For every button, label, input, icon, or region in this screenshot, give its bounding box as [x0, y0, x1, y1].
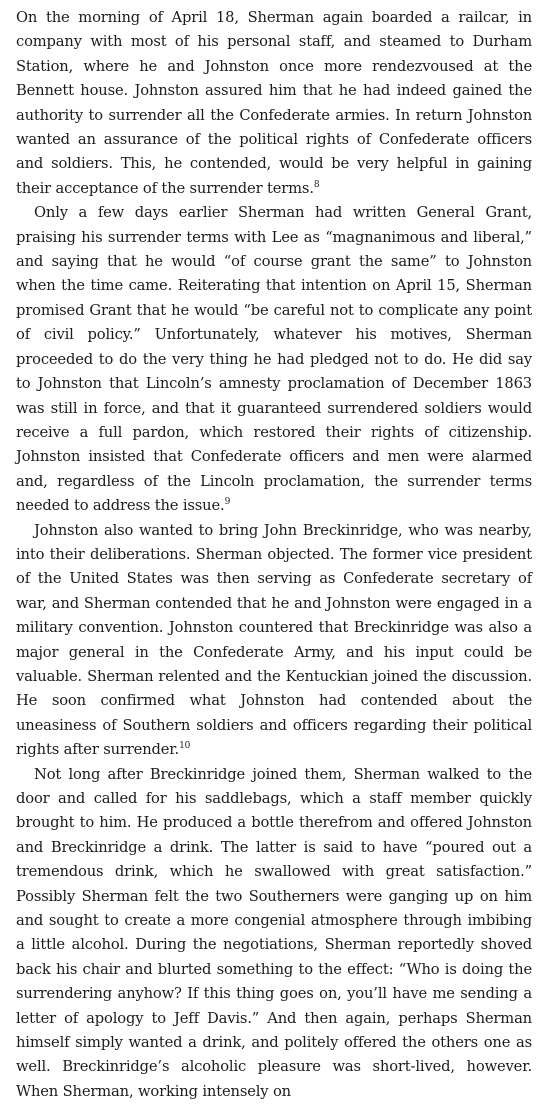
paragraph-4-text: Not long after Breckinridge joined them, Sherman walked to the door and called for his saddlebags, which a staff member quickly brought to him. He produced a bottle therefrom and offered Johnston and Breckinridge a drink. The latter is said to have “poured out a tremendous drink, which he swallowed with great satisfaction.” Possibly Sherman felt the two Southerners were ganging up on him and sought to create a more congenial atmosphere through imbibing a little alcohol. During the negotiations, Sherman reportedly shoved back his chair and blurted something to the effect: “Who is doing the surrendering anyhow? If this thing goes on, you’ll have me sending a letter of apology to Jeff Davis.” And then again, perhaps Sherman himself simply wanted a drink, and politely offered the others one as well. Breckinridge’s alcoholic pleasure was short-lived, however. When Sherman, working intensely on: [16, 765, 532, 1100]
paragraph-3: [16, 519, 532, 763]
paragraph-2: [16, 201, 532, 518]
footnote-ref-10: 10: [179, 741, 191, 752]
footnote-ref-9: 9: [224, 497, 231, 508]
paragraph-3-text: Johnston also wanted to bring John Breckinridge, who was nearby, into their deliberations. Sherman objected. The former vice president of the United States was then serving as Confederate secretary of war, and Sherman contended that he and Johnston were engaged in a military convention. Johnston countered that Breckinridge was also a major general in the Confederate Army, and his input could be valuable. Sherman relented and the Kentuckian joined the discussion. He soon confirmed what Johnston had contended about the uneasiness of Southern soldiers and officers regarding their political rights after surrender.: [16, 521, 532, 759]
paragraph-1: [16, 6, 532, 201]
paragraph-4: [16, 763, 532, 1104]
paragraph-1-text: On the morning of April 18, Sherman again boarded a railcar, in company with most of his personal staff, and steamed to Durham Station, where he and Johnston once more rendezvoused at the Bennett house. Johnston assured him that he had indeed gained the authority to surrender all the Confederate armies. In return Johnston wanted an assurance of the political rights of Confederate officers and soldiers. This, he contended, would be very helpful in gaining their acceptance of the surrender terms.: [16, 9, 532, 197]
footnote-ref-8: 8: [313, 179, 320, 190]
paragraph-2-text: Only a few days earlier Sherman had written General Grant, praising his surrender terms with Lee as “magnanimous and liberal,” and saying that he would “of course grant the same” to Johnston when the time came. Reiterating that intention on April 15, Sherman promised Grant that he would “be careful not to complicate any point of civil policy.” Unfortunately, whatever his motives, Sherman proceeded to do the very thing he had pledged not to do. He did say to Johnston that Lincoln’s amnesty proclamation of December 1863 was still in force, and that it guaranteed surrendered soldiers would receive a full pardon, which restored their rights of citizenship. Johnston insisted that Confederate officers and men were alarmed and, regardless of the Lincoln proclamation, the surrender terms needed to address the issue.: [16, 204, 532, 515]
